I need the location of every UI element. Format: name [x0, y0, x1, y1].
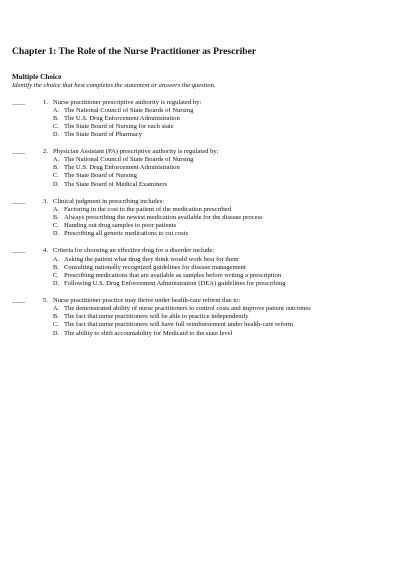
choice-text: Factoring in the cost to the patient of the medication prescribed: [64, 205, 231, 213]
question-number: 3.: [43, 197, 48, 205]
question-4: [12, 247, 384, 287]
choice-letter: C.: [53, 122, 59, 130]
choice-letter: B.: [53, 313, 59, 321]
question-number: 5.: [43, 297, 48, 305]
choice-a: [53, 305, 384, 313]
choice-text: Handing out drug samples to poor patients: [64, 222, 177, 230]
choice-text: The fact that nurse practitioners will be able to practice independently: [64, 313, 249, 321]
choice-text: The State Board of Pharmacy: [64, 130, 143, 138]
choice-c: [53, 222, 384, 230]
choice-d: [53, 330, 384, 338]
choice-text: Prescribing all generic medications to cut costs: [64, 230, 189, 238]
choice-c: [53, 123, 384, 131]
choice-text: The State Board of Medical Examiners: [64, 180, 168, 188]
answer-blank: ____: [12, 98, 26, 106]
choice-letter: D.: [53, 130, 60, 138]
choice-letter: B.: [53, 164, 59, 172]
choice-c: [53, 172, 384, 180]
question-2: [12, 148, 384, 188]
choice-letter: B.: [53, 214, 59, 221]
choice-letter: C.: [53, 271, 59, 279]
choice-text: The U.S. Drug Enforcement Administration: [64, 114, 180, 122]
choice-text: The State Board of Nursing for each state: [64, 122, 174, 130]
choice-letter: D.: [53, 180, 60, 188]
choice-b: [53, 313, 384, 321]
question-stem: Criteria for choosing an effective drug for a disorder include:: [53, 247, 215, 255]
instruction-text: Identify the choice that best completes the statement or answers the question.: [12, 81, 216, 89]
question-3: [12, 198, 384, 238]
section-title: Multiple Choice: [12, 73, 62, 81]
choice-d: [53, 181, 384, 189]
choice-text: Following U.S. Drug Enforcement Administration (DEA) guidelines for prescribing: [64, 279, 286, 287]
answer-blank: ____: [12, 297, 26, 305]
choice-text: The National Council of State Boards of Nursing: [64, 156, 194, 164]
choice-text: The ability to shift accountability for Medicaid to the state level: [64, 329, 233, 337]
choice-text: Asking the patient what drug they think would work best for them: [64, 255, 239, 263]
choice-b: [53, 115, 384, 123]
choice-b: [53, 214, 384, 222]
choice-d: [53, 230, 384, 238]
choice-c: [53, 272, 384, 280]
choice-text: The fact that nurse practitioners will have full reimbursement under health-care reform: [64, 321, 294, 329]
choice-text: The demonstrated ability of nurse practitioners to control costs and improve patient outcomes: [64, 305, 311, 313]
question-stem: Physician Assistant (PA) prescriptive authority is regulated by:: [53, 148, 219, 156]
choice-text: The National Council of State Boards of Nursing: [64, 106, 194, 114]
choice-letter: A.: [53, 106, 60, 114]
question-5: [12, 297, 384, 337]
choice-text: The U.S. Drug Enforcement Administration: [64, 164, 180, 172]
choice-d: [53, 280, 384, 288]
choice-letter: A.: [53, 156, 60, 164]
choice-a: [53, 156, 384, 164]
choice-letter: A.: [53, 305, 60, 313]
choice-b: [53, 164, 384, 172]
choice-a: [53, 206, 384, 214]
answer-blank: ____: [12, 197, 26, 205]
choice-letter: D.: [53, 279, 60, 287]
question-stem: Nurse practitioner practice may thrive under health-care reform due to:: [53, 297, 241, 305]
choice-letter: D.: [53, 329, 60, 337]
choice-text: The State Board of Nursing: [64, 172, 137, 180]
question-number: 2.: [43, 148, 48, 156]
question-stem: Clinical judgment in prescribing includes:: [53, 197, 164, 205]
choice-text: Always prescribing the newest medication available for the disease process: [64, 214, 263, 221]
answer-blank: ____: [12, 247, 26, 255]
choice-text: Prescribing medications that are available as samples before writing a prescription: [64, 271, 282, 279]
question-number: 1.: [43, 98, 48, 106]
choice-a: [53, 256, 384, 264]
question-stem: Nurse practitioner prescriptive authority is regulated by:: [53, 98, 202, 106]
choice-b: [53, 264, 384, 272]
choice-a: [53, 107, 384, 115]
choice-d: [53, 131, 384, 139]
choice-letter: C.: [53, 321, 59, 329]
choice-text: Consulting nationally recognized guidelines for disease management: [64, 263, 246, 271]
choice-letter: C.: [53, 172, 59, 180]
question-number: 4.: [43, 247, 48, 255]
choice-c: [53, 321, 384, 329]
choice-letter: B.: [53, 263, 59, 271]
choice-letter: D.: [53, 230, 60, 238]
choice-letter: A.: [53, 205, 60, 213]
choice-letter: C.: [53, 222, 59, 230]
answer-blank: ____: [12, 148, 26, 156]
question-1: [12, 99, 384, 139]
chapter-title: Chapter 1: The Role of the Nurse Practitioner as Prescriber: [12, 46, 257, 57]
choice-letter: B.: [53, 114, 59, 122]
choice-letter: A.: [53, 255, 60, 263]
